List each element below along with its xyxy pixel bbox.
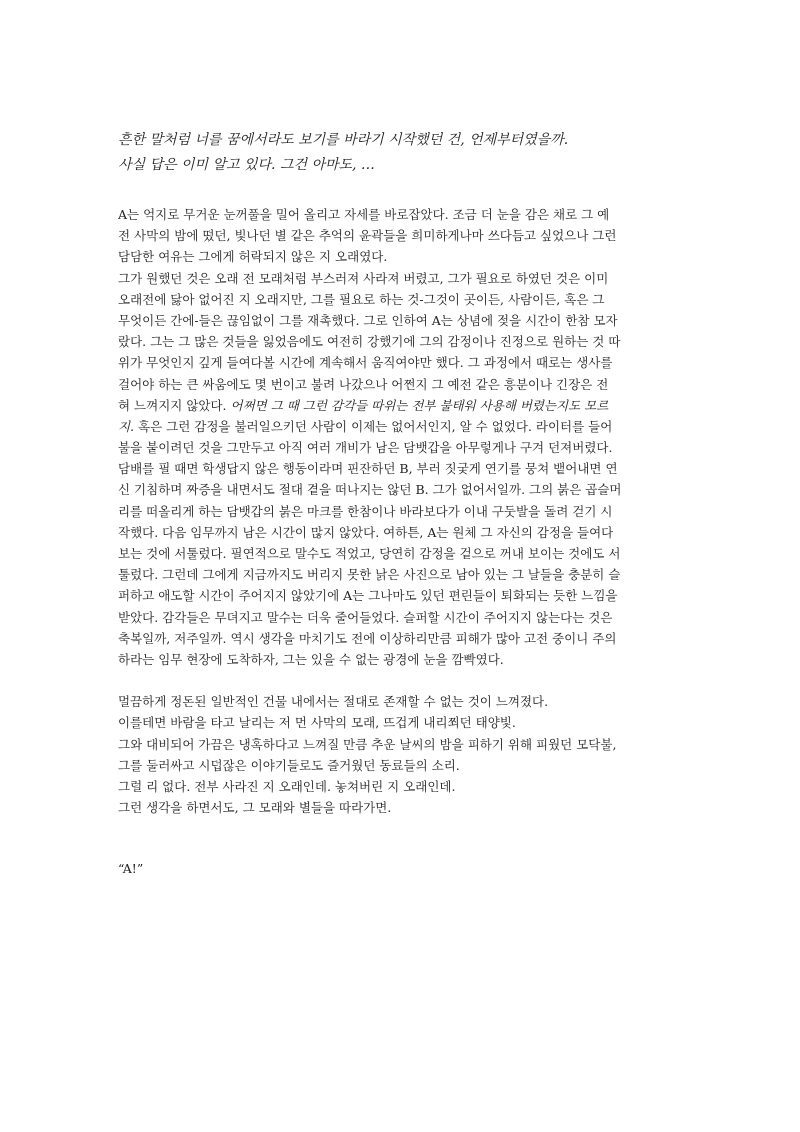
body-line: A는 억지로 무거운 눈꺼풀을 밀어 올리고 자세를 바로잡았다. 조금 더 눈을 감은 채로 그 예: [118, 207, 610, 222]
body-line: [118, 416, 690, 437]
intro-line: 사실 답은 이미 알고 있다. 그건 아마도, …: [118, 157, 375, 173]
body-line: 그와 대비되어 가끔은 냉혹하다고 느껴질 만큼 추운 날씨의 밤을 피하기 위해 피웠던 모닥불,: [118, 736, 617, 752]
body-line: 담담한 여유는 그에게 허락되지 않은 지 오래였다.: [118, 249, 388, 265]
body-line: 신 기침하며 짜증을 내면서도 절대 곁을 떠나지는 않던 B. 그가 없어서일까. 그의 붉은 곱슬머: [118, 482, 622, 498]
body-text: [118, 204, 690, 818]
body-line: 담배를 필 때면 학생답지 않은 행동이라며 핀잔하던 B, 부러 짓궂게 연기를 뭉쳐 뱉어내면 연: [118, 461, 618, 477]
italic-phrase: 지.: [118, 418, 135, 434]
body-line: 불을 붙이려던 것을 그만두고 아직 여러 개비가 남은 담뱃갑을 아무렇게나 구겨 던져버렸다.: [118, 440, 613, 456]
body-line: 랐다. 그는 그 많은 것들을 잃었음에도 여전히 강했기에 그의 감정이나 진정으로 원하는 것 따: [118, 334, 621, 350]
body-line: 전 사막의 밤에 떴던, 빛나던 별 같은 추억의 윤곽들을 희미하게나마 쓰다듬고 싶었으나 그런: [118, 228, 617, 244]
italic-phrase: 어쩌면 그 때 그런 감각들 따위는 전부 불태워 사용해 버렸는지도 모르: [230, 397, 609, 413]
dialogue-line: “A!”: [118, 861, 144, 876]
body-line: 리를 떠올리게 하는 담뱃갑의 붉은 마크를 한참이나 바라보다가 이내 구둣발을 돌려 걷기 시: [118, 503, 613, 519]
body-line: 그를 둘러싸고 시덥잖은 이야기들로도 즐거웠던 동료들의 소리.: [118, 757, 460, 773]
body-line: 이를테면 바람을 타고 날리는 저 먼 사막의 모래, 뜨겁게 내리쬐던 태양빛.: [118, 715, 516, 731]
body-line: 멀끔하게 정돈된 일반적인 건물 내에서는 절대로 존재할 수 없는 것이 느껴졌다.: [118, 694, 549, 710]
intro-block: [118, 128, 688, 178]
body-line: 그런 생각을 하면서도, 그 모래와 별들을 따라가면.: [118, 800, 392, 816]
paragraph-gap: [118, 670, 690, 691]
body-line: 보는 것에 서툴렀다. 필연적으로 말수도 적었고, 당연히 감정을 겉으로 꺼내 보이는 것에도 서: [118, 546, 621, 561]
intro-line: 흔한 말처럼 너를 꿈에서라도 보기를 바라기 시작했던 건, 언제부터였을까.: [118, 132, 569, 148]
body-line: 하라는 임무 현장에 도착하자, 그는 있을 수 없는 광경에 눈을 깜빡였다.: [118, 651, 504, 667]
body-line: 오래전에 닳아 없어진 지 오래지만, 그를 필요로 하는 것-그것이 곳이든, 사람이든, 혹은 그: [118, 291, 605, 307]
body-line: 작했다. 다음 임무까지 남은 시간이 많지 않았다. 여하튼, A는 원체 그 자신의 감정을 들여다: [118, 524, 614, 540]
body-line: 받았다. 감각들은 무뎌지고 말수는 더욱 줄어들었다. 슬퍼할 시간이 주어지지 않는다는 것은: [118, 609, 613, 625]
body-line: 무엇이든 간에-들은 끊임없이 그를 재촉했다. 그로 인하여 A는 상념에 젖을 시간이 한참 모자: [118, 312, 618, 328]
body-line: 위가 무엇인지 깊게 들여다볼 시간에 계속해서 움직여야만 했다. 그 과정에서 때로는 생사를: [118, 355, 613, 371]
body-line: 퍼하고 애도할 시간이 주어지지 않았기에 A는 그나마도 있던 편린들이 퇴화되는 듯한 느낌을: [118, 588, 618, 604]
body-line: 걸어야 하는 큰 싸움에도 몇 번이고 불려 나갔으나 어쩐지 그 예전 같은 흥분이나 긴장은 전: [118, 376, 609, 392]
body-line: 툴렀다. 그런데 그에게 지금까지도 버리지 못한 낡은 사진으로 남아 있는 그 날들을 충분히 슬: [118, 567, 621, 583]
body-text-span: 혹은 그런 감정을 불러일으키던 사람이 이제는 없어서인지, 알 수 없었다. 라이터를 들어: [134, 418, 613, 434]
body-text-span: 혀 느껴지지 않았다.: [118, 397, 231, 413]
body-line: 그럴 리 없다. 전부 사라진 지 오래인데. 놓쳐버린 지 오래인데.: [118, 778, 456, 794]
body-line: 축복일까, 저주일까. 역시 생각을 마치기도 전에 이상하리만큼 피해가 많아 고전 중이니 주의: [118, 630, 617, 646]
body-line: 그가 원했던 것은 오래 전 모래처럼 부스러져 사라져 버렸고, 그가 필요로 하였던 것은 이미: [118, 270, 609, 286]
body-line: [118, 395, 690, 416]
